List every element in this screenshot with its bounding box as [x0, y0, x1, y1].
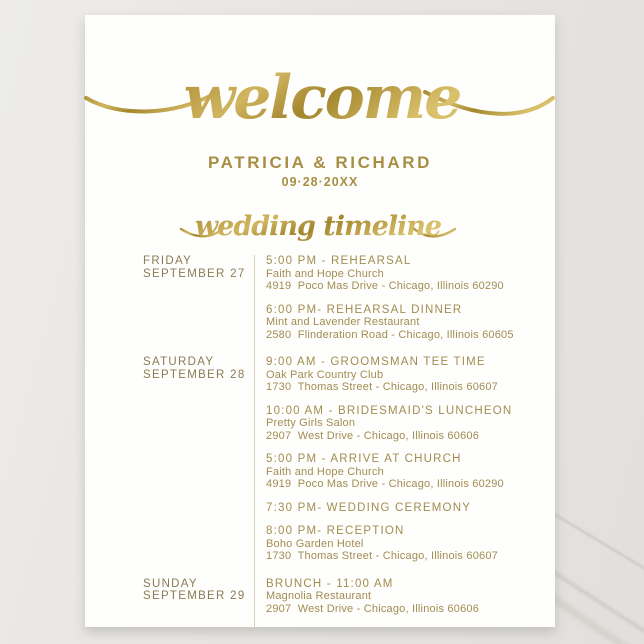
day-name: SATURDAY [143, 356, 215, 368]
wedding-timeline-script-header [85, 191, 555, 249]
event-title: 8:00 PM- RECEPTION [266, 525, 405, 537]
event-wedding-ceremony [266, 502, 555, 515]
day-group-saturday [143, 356, 555, 578]
wedding-program-card [85, 15, 555, 627]
day-date: SEPTEMBER 28 [143, 368, 246, 381]
day-label [143, 578, 254, 631]
event-address: 2907 West Drive - Chicago, Illinois 60606 [266, 429, 480, 442]
event-title: 7:30 PM- WEDDING CEREMONY [266, 501, 472, 514]
day-events [254, 356, 555, 578]
event-groomsman-tee-time [266, 356, 555, 394]
event-address: 1730 Thomas Street - Chicago, Illinois 60607 [266, 381, 498, 393]
event-venue: Mint and Lavender Restaurant [266, 316, 420, 328]
event-venue: Magnolia Restaurant [266, 590, 372, 602]
event-venue: Faith and Hope Church [266, 465, 384, 478]
day-events [254, 255, 555, 356]
welcome-script-text: welcome [183, 63, 461, 133]
event-reception [266, 525, 555, 563]
event-venue: Oak Park Country Club [266, 368, 384, 381]
welcome-script-header [85, 40, 555, 145]
event-brunch [266, 578, 555, 616]
couple-names: PATRICIA & RICHARD [207, 153, 433, 172]
event-rehearsal-dinner [266, 304, 555, 342]
day-label [143, 255, 254, 356]
event-bridesmaids-luncheon [266, 405, 555, 443]
event-venue: Faith and Hope Church [266, 267, 384, 280]
day-name: FRIDAY [143, 255, 193, 267]
day-date: SEPTEMBER 29 [143, 590, 246, 602]
event-title: 9:00 AM - GROOMSMAN TEE TIME [266, 356, 486, 368]
event-title: 5:00 PM - REHEARSAL [266, 255, 412, 267]
wedding-timeline-script-text: wedding timeline [194, 211, 442, 242]
event-title: 5:00 PM - ARRIVE AT CHURCH [266, 453, 462, 465]
event-title: 10:00 AM - BRIDESMAID'S LUNCHEON [266, 404, 513, 417]
schedule [85, 255, 555, 630]
event-venue: Boho Garden Hotel [266, 537, 364, 550]
event-title: BRUNCH - 11:00 AM [266, 577, 394, 590]
event-address: 2907 West Drive - Chicago, Illinois 60606 [266, 602, 480, 615]
event-address: 1730 Thomas Street - Chicago, Illinois 60607 [266, 550, 498, 562]
event-venue: Pretty Girls Salon [266, 417, 356, 429]
day-label [143, 356, 254, 578]
event-address: 2580 Flinderation Road - Chicago, Illinois 60605 [266, 328, 514, 341]
day-group-sunday [143, 578, 555, 631]
day-events [254, 578, 555, 631]
event-address: 4919 Poco Mas Drive - Chicago, Illinois 60290 [266, 280, 504, 292]
event-arrive-at-church [266, 453, 555, 491]
wedding-date: 09·28·20XX [281, 175, 359, 189]
day-group-friday [143, 255, 555, 356]
event-address: 4919 Poco Mas Drive - Chicago, Illinois 60290 [266, 478, 504, 490]
day-name: SUNDAY [143, 577, 198, 590]
event-rehearsal [266, 255, 555, 293]
day-date: SEPTEMBER 27 [143, 267, 246, 280]
event-title: 6:00 PM- REHEARSAL DINNER [266, 303, 463, 316]
